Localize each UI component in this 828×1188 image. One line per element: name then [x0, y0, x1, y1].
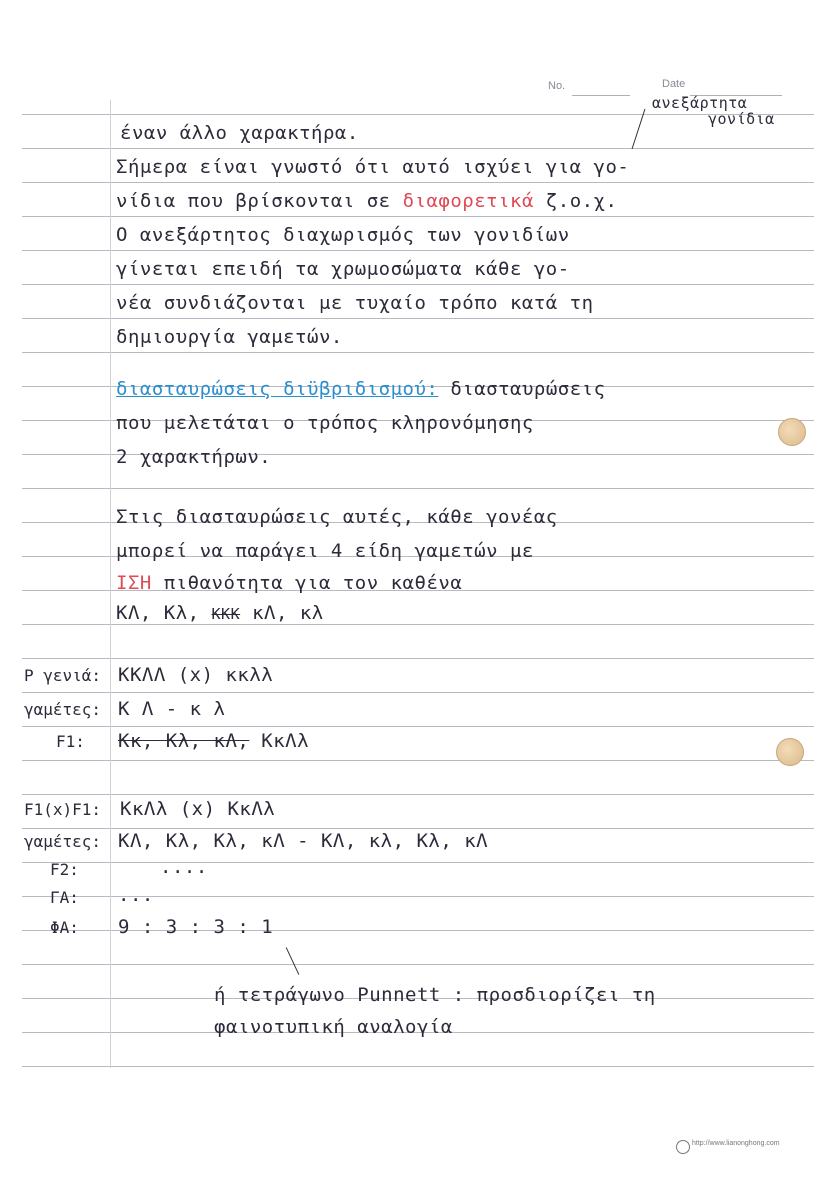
no-line [572, 95, 630, 96]
text-span: ζ.ο.χ. [545, 190, 618, 212]
binder-hole [778, 418, 806, 446]
text-line: έναν άλλο χαρακτήρα. [120, 122, 359, 144]
note-arrow [286, 947, 300, 975]
row-label: F1(x)F1: [24, 800, 102, 819]
text-line: Στις διασταυρώσεις αυτές, κάθε γονέας [116, 506, 558, 528]
struck-text: Κκ, Κλ, κΛ, [118, 730, 250, 752]
text-line: που μελετάται ο τρόπος κληρονόμησης [116, 412, 534, 434]
row-label: γαμέτες: [24, 832, 102, 851]
text-span: ΚΛ, Κλ, [116, 602, 200, 624]
row-label: F2: [50, 860, 79, 879]
text-span: κΛ, κλ [252, 602, 324, 624]
emphasis-red: ΙΣΗ [116, 572, 152, 594]
annotation-line: ανεξάρτητα [652, 94, 748, 112]
text-line: νέα συνδιάζονται με τυχαίο τρόπο κατά τη [116, 292, 594, 314]
text-line [116, 190, 618, 212]
text-line: δημιουργία γαμετών. [116, 326, 343, 348]
cross-value: ΚΛ, Κλ, Κλ, κΛ - ΚΛ, κλ, Κλ, κΛ [118, 830, 489, 852]
definition-term: διασταυρώσεις διϋβριδισμού: [116, 378, 439, 400]
margin-line [110, 100, 111, 1068]
gametes-list [116, 602, 324, 624]
row-label: ΦΑ: [50, 918, 79, 937]
ratio-value: 9 : 3 : 3 : 1 [118, 916, 274, 938]
cross-value: ΚΚΛΛ (x) κκλλ [118, 664, 274, 686]
definition-line [116, 378, 606, 400]
text-span: νίδια που βρίσκονται σε [116, 190, 391, 212]
note-line: φαινοτυπική αναλογία [214, 1016, 453, 1038]
cross-value: Κ Λ - κ λ [118, 698, 226, 720]
cross-value: ... [118, 884, 154, 906]
text-span: πιθανότητα για τον καθένα [163, 572, 463, 594]
annotation-line: γονίδια [708, 110, 775, 128]
cross-value: .... [160, 856, 208, 878]
row-label: γαμέτες: [24, 700, 102, 719]
cross-value [118, 730, 309, 752]
text-span: διασταυρώσεις [450, 378, 606, 400]
cross-value: ΚκΛλ (x) ΚκΛλ [120, 798, 276, 820]
text-line: γίνεται επειδή τα χρωμοσώματα κάθε γο- [116, 258, 570, 280]
struck-text: ΚΚΚ [211, 605, 241, 623]
no-label: No. [548, 80, 566, 92]
text-line: Σήμερα είναι γνωστό ότι αυτό ισχύει για γο- [116, 156, 630, 178]
text-line: 2 χαρακτήρων. [116, 446, 272, 468]
highlight-red: διαφορετικά [402, 190, 534, 212]
text-line [116, 572, 462, 594]
globe-icon [676, 1140, 690, 1154]
row-label: F1: [56, 732, 85, 751]
text-span: ΚκΛλ [261, 730, 310, 752]
row-label: ΓΑ: [50, 888, 79, 907]
footer-url: http://www.lianonghong.com [692, 1140, 780, 1147]
date-label: Date [662, 78, 686, 90]
binder-hole [776, 738, 804, 766]
note-line: ή τετράγωνο Punnett : προσδιορίζει τη [214, 984, 656, 1006]
text-line: μπορεί να παράγει 4 είδη γαμετών με [116, 540, 534, 562]
row-label: Ρ γενιά: [24, 666, 102, 685]
text-line: Ο ανεξάρτητος διαχωρισμός των γονιδίων [116, 224, 570, 246]
